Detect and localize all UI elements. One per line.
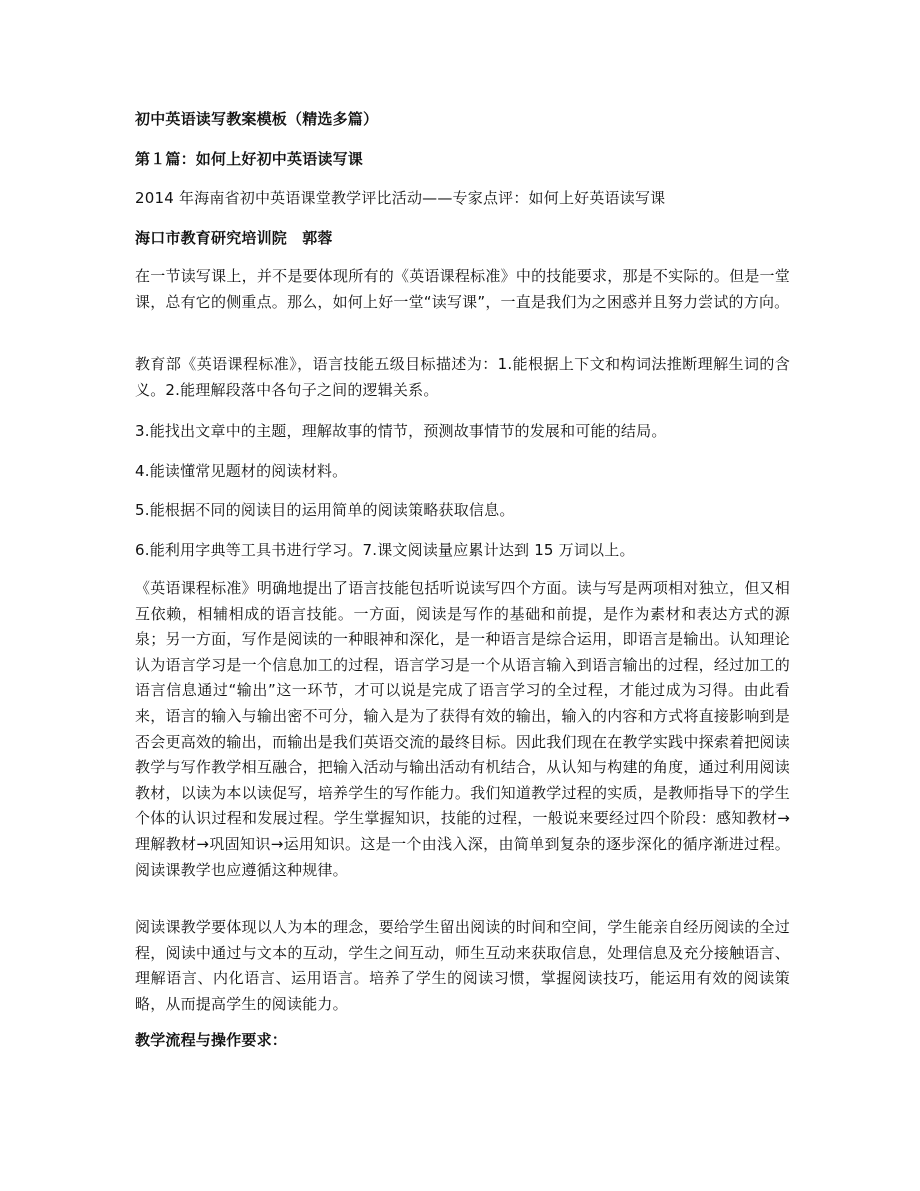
paragraph-5: 5.能根据不同的阅读目的运用简单的阅读策略获取信息。 [135, 501, 515, 519]
paragraph-4: 4.能读懂常见题材的阅读材料。 [135, 462, 348, 480]
paragraph-6: 6.能利用字典等工具书进行学习。7.课文阅读量应累计达到 15 万词以上。 [135, 541, 635, 559]
paragraph-8: 阅读课教学要体现以人为本的理念，要给学生留出阅读的时间和空间，学生能亲自经历阅读的全过程，阅读中通过与文本的互动，学生之间互动，师生互动来获取信息，处理信息及充分接触语言、理解语言、内化语言、运用语言。培养了学生的阅读习惯，掌握阅读技巧，能运用有效的阅读策略，从而提高学生的阅读能力。 [135, 918, 790, 1013]
author-line: 海口市教育研究培训院 郭蓉 [135, 229, 333, 247]
paragraph-1: 在一节读写课上，并不是要体现所有的《英语课程标准》中的技能要求，那是不实际的。但是一堂课，总有它的侧重点。那么，如何上好一堂“读写课”，一直是我们为之困惑并且努力尝试的方向。 [135, 267, 790, 311]
event-line: 2014 年海南省初中英语课堂教学评比活动——专家点评：如何上好英语读写课 [135, 189, 666, 207]
paragraph-2: 教育部《英语课程标准》，语言技能五级目标描述为：1.能根据上下文和构词法推断理解生词的含义。2.能理解段落中各句子之间的逻辑关系。 [135, 355, 790, 399]
closing-heading: 教学流程与操作要求： [135, 1031, 288, 1049]
paragraph-3: 3.能找出文章中的主题，理解故事的情节，预测故事情节的发展和可能的结局。 [135, 422, 667, 440]
paragraph-7: 《英语课程标准》明确地提出了语言技能包括听说读写四个方面。读与写是两项相对独立，但又相互依赖，相辅相成的语言技能。一方面，阅读是写作的基础和前提，是作为素材和表达方式的源泉；另一方面，写作是阅读的一种眼神和深化，是一种语言是综合运用，即语言是输出。认知理论认为语言学习是一个信息加工的过程，语言学习是一个从语言输入到语言输出的过程，经过加工的语言信息通过“输出”这一环节，才可以说是完成了语言学习的全过程，才能过成为习得。由此看来，语言的输入与输出密不可分，输入是为了获得有效的输出，输入的内容和方式将直接影响到是否会更高效的输出，而输出是我们英语交流的最终目标。因此我们现在在教学实践中探索着把阅读教学与写作教学相互融合，把输入活动与输出活动有机结合，从认知与构建的角度，通过利用阅读教材，以读为本以读促写，培养学生的写作能力。我们知道教学过程的实质，是教师指导下的学生个体的认识过程和发展过程。学生掌握知识，技能的过程，一般说来要经过四个阶段：感知教材→理解教材→巩固知识→运用知识。这是一个由浅入深，由简单到复杂的逐步深化的循序渐进过程。阅读课教学也应遵循这种规律。 [135, 579, 790, 879]
document-title: 初中英语读写教案模板（精选多篇） [135, 110, 379, 128]
chapter-heading: 第１篇：如何上好初中英语读写课 [135, 150, 364, 168]
